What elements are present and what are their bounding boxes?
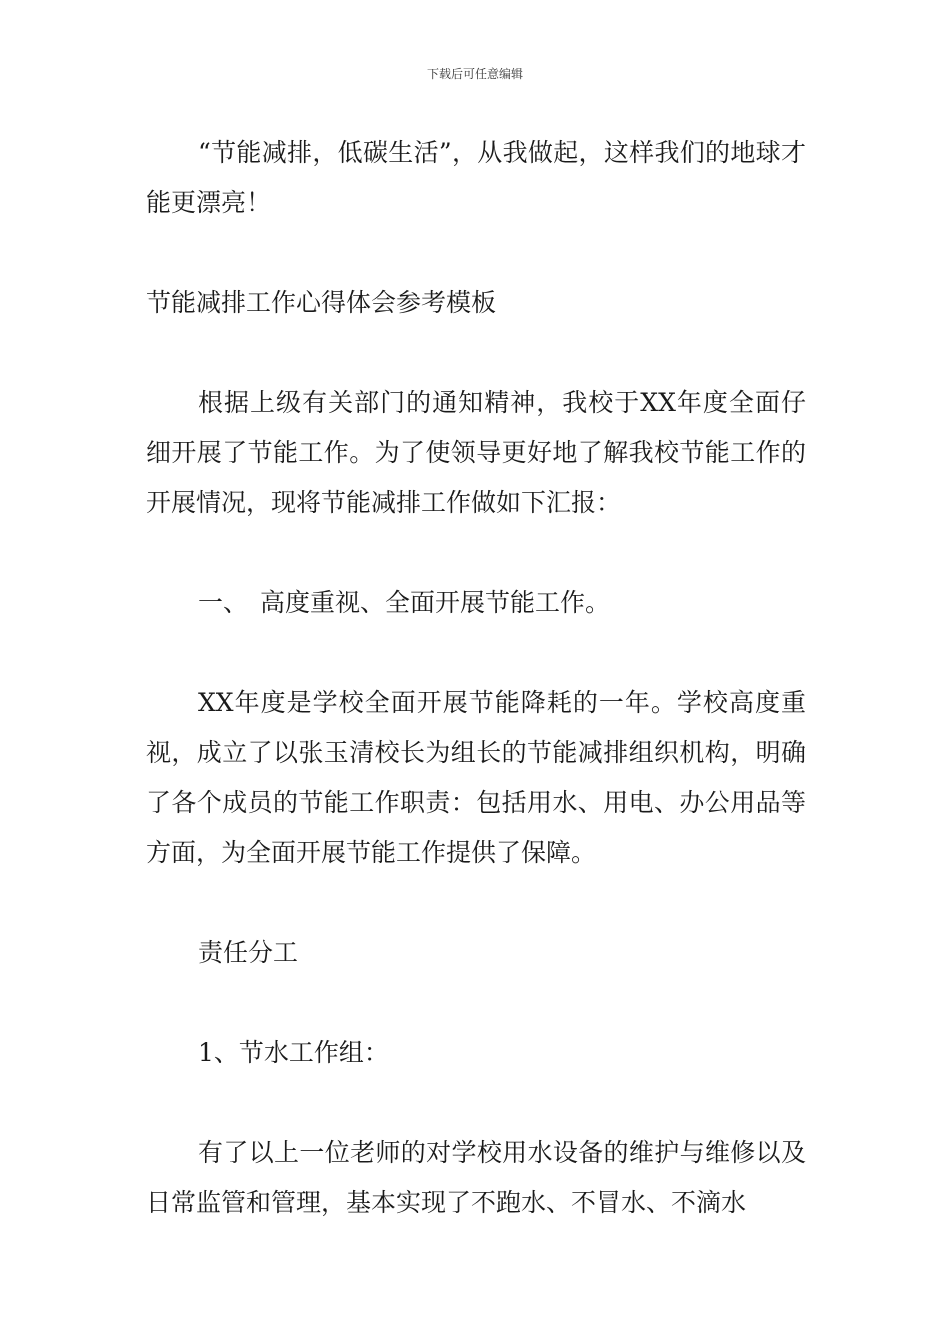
section-heading-text: 高度重视、全面开展节能工作。 bbox=[260, 588, 611, 617]
subheading-responsibility: 责任分工 bbox=[198, 938, 299, 967]
list-item-water-group: 1、节水工作组： bbox=[198, 1038, 389, 1067]
section-heading-1 bbox=[146, 578, 806, 628]
paragraph-organization: XX年度是学校全面开展节能降耗的一年。学校高度重视，成立了以张玉清校长为组长的节能减排组织机构，明确了各个成员的节能工作职责：包括用水、用电、办公用品等方面，为全面开展节能工作提供了保障。 bbox=[146, 688, 806, 867]
paragraph-gap bbox=[146, 1078, 806, 1128]
section-number: 一、 bbox=[198, 588, 249, 617]
paragraph-gap bbox=[146, 328, 806, 378]
paragraph-gap bbox=[146, 228, 806, 278]
document-title: 节能减排工作心得体会参考模板 bbox=[146, 288, 497, 317]
paragraph-slogan: “节能减排，低碳生活”，从我做起，这样我们的地球才能更漂亮！ bbox=[146, 138, 806, 217]
paragraph-gap bbox=[146, 978, 806, 1028]
paragraph-gap bbox=[146, 528, 806, 578]
paragraph-intro: 根据上级有关部门的通知精神，我校于XX年度全面仔细开展了节能工作。为了使领导更好地了解我校节能工作的开展情况，现将节能减排工作做如下汇报： bbox=[146, 388, 806, 517]
document-body bbox=[146, 128, 806, 1228]
paragraph-water-saving: 有了以上一位老师的对学校用水设备的维护与维修以及日常监管和管理，基本实现了不跑水、不冒水、不滴水 bbox=[146, 1138, 806, 1217]
paragraph-gap bbox=[146, 628, 806, 678]
paragraph-gap bbox=[146, 878, 806, 928]
header-note: 下载后可任意编辑 bbox=[426, 67, 523, 81]
